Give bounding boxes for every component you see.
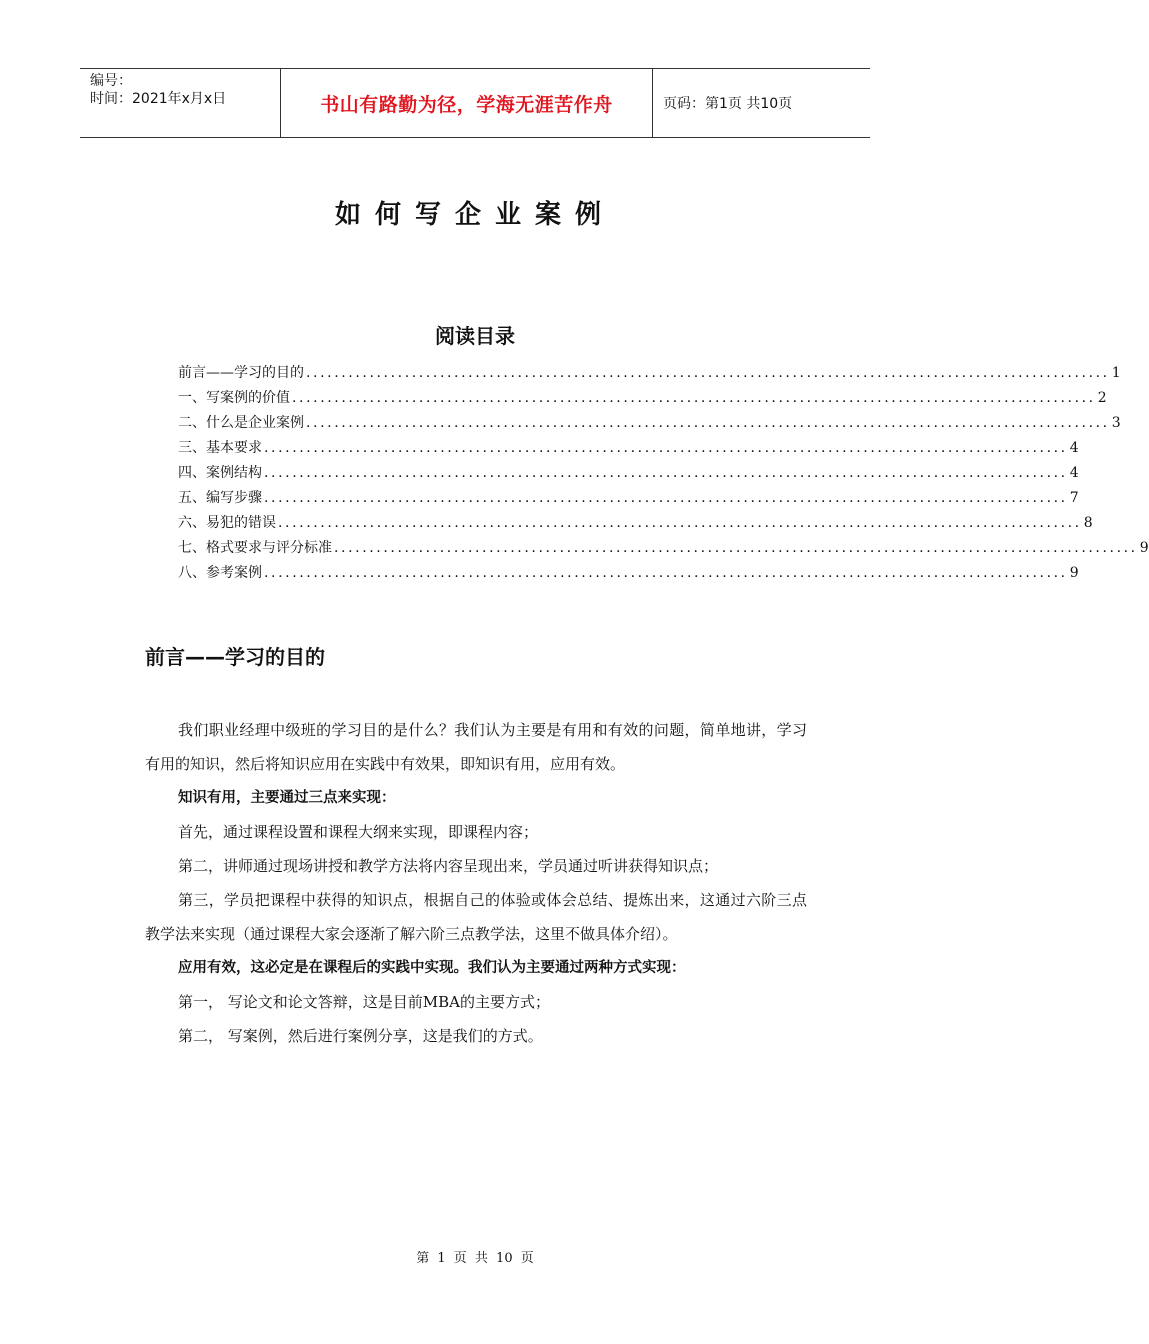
toc-item-label: 四、案例结构 xyxy=(178,465,262,481)
toc-item-page: 8 xyxy=(1083,515,1093,531)
toc-item[interactable] xyxy=(178,512,1093,537)
toc-item-page: 9 xyxy=(1139,540,1149,556)
toc-item-page: 2 xyxy=(1097,390,1107,406)
paragraph: 首先，通过课程设置和课程大纲来实现，即课程内容； xyxy=(178,823,539,841)
paragraph: 第三，学员把课程中获得的知识点，根据自己的体验或体会总结、提炼出来，这通过六阶三点教学法来实现（通过课程大家会逐渐了解六阶三点教学法，这里不做具体介绍）。 xyxy=(145,891,807,943)
toc-leader-dots: .................................................................................................................. xyxy=(264,465,1068,481)
toc-item-page: 3 xyxy=(1111,415,1121,431)
toc-item[interactable] xyxy=(178,537,1149,562)
toc-item[interactable] xyxy=(178,412,1121,437)
toc-item-label: 六、易犯的错误 xyxy=(178,515,276,531)
header-page-info: 页码：第1页 共10页 xyxy=(663,96,793,112)
toc-item-page: 4 xyxy=(1069,440,1079,456)
number-label: 编号： xyxy=(90,73,132,89)
toc-leader-dots: .................................................................................................................. xyxy=(334,540,1138,556)
table-of-contents xyxy=(178,362,1149,587)
paragraph: 我们职业经理中级班的学习目的是什么？我们认为主要是有用和有效的问题，简单地讲，学习有用的知识，然后将知识应用在实践中有效果，即知识有用，应用有效。 xyxy=(145,721,807,773)
toc-leader-dots: .................................................................................................................. xyxy=(306,365,1110,381)
toc-item-label: 三、基本要求 xyxy=(178,440,262,456)
toc-item-label: 七、格式要求与评分标准 xyxy=(178,540,332,556)
bold-paragraph: 应用有效，这必定是在课程后的实践中实现。我们认为主要通过两种方式实现： xyxy=(178,960,686,976)
toc-item[interactable] xyxy=(178,462,1079,487)
toc-leader-dots: .................................................................................................................. xyxy=(292,390,1096,406)
page-footer: 第 1 页 共 10 页 xyxy=(416,1251,534,1266)
header-motto: 书山有路勤为径，学海无涯苦作舟 xyxy=(281,69,653,137)
toc-item-page: 7 xyxy=(1069,490,1079,506)
toc-item-page: 4 xyxy=(1069,465,1079,481)
toc-leader-dots: .................................................................................................................. xyxy=(264,565,1068,581)
toc-item-page: 1 xyxy=(1111,365,1121,381)
document-title: 如何写企业案例 xyxy=(334,200,615,230)
toc-item-label: 一、写案例的价值 xyxy=(178,390,290,406)
toc-leader-dots: .................................................................................................................. xyxy=(264,440,1068,456)
toc-item-label: 五、编写步骤 xyxy=(178,490,262,506)
toc-title: 阅读目录 xyxy=(435,324,515,348)
toc-item-label: 二、什么是企业案例 xyxy=(178,415,304,431)
toc-item-page: 9 xyxy=(1069,565,1079,581)
header-meta xyxy=(80,69,281,137)
header-table xyxy=(80,68,870,138)
time-label: 时间：2021年x月x日 xyxy=(90,91,227,107)
toc-item[interactable] xyxy=(178,387,1107,412)
bold-paragraph: 知识有用，主要通过三点来实现： xyxy=(178,790,396,806)
toc-item[interactable] xyxy=(178,362,1121,387)
toc-leader-dots: .................................................................................................................. xyxy=(264,490,1068,506)
toc-item-label: 八、参考案例 xyxy=(178,565,262,581)
section-body xyxy=(145,713,807,1053)
toc-item[interactable] xyxy=(178,562,1079,587)
toc-leader-dots: .................................................................................................................. xyxy=(306,415,1110,431)
paragraph: 第一， 写论文和论文答辩，这是目前MBA的主要方式； xyxy=(178,993,550,1011)
paragraph: 第二， 写案例，然后进行案例分享，这是我们的方式。 xyxy=(178,1027,543,1045)
section-heading: 前言——学习的目的 xyxy=(145,645,325,669)
paragraph: 第二，讲师通过现场讲授和教学方法将内容呈现出来，学员通过听讲获得知识点； xyxy=(178,857,719,875)
toc-item[interactable] xyxy=(178,487,1079,512)
toc-item-label: 前言——学习的目的 xyxy=(178,365,304,381)
toc-leader-dots: .................................................................................................................. xyxy=(278,515,1082,531)
toc-item[interactable] xyxy=(178,437,1079,462)
